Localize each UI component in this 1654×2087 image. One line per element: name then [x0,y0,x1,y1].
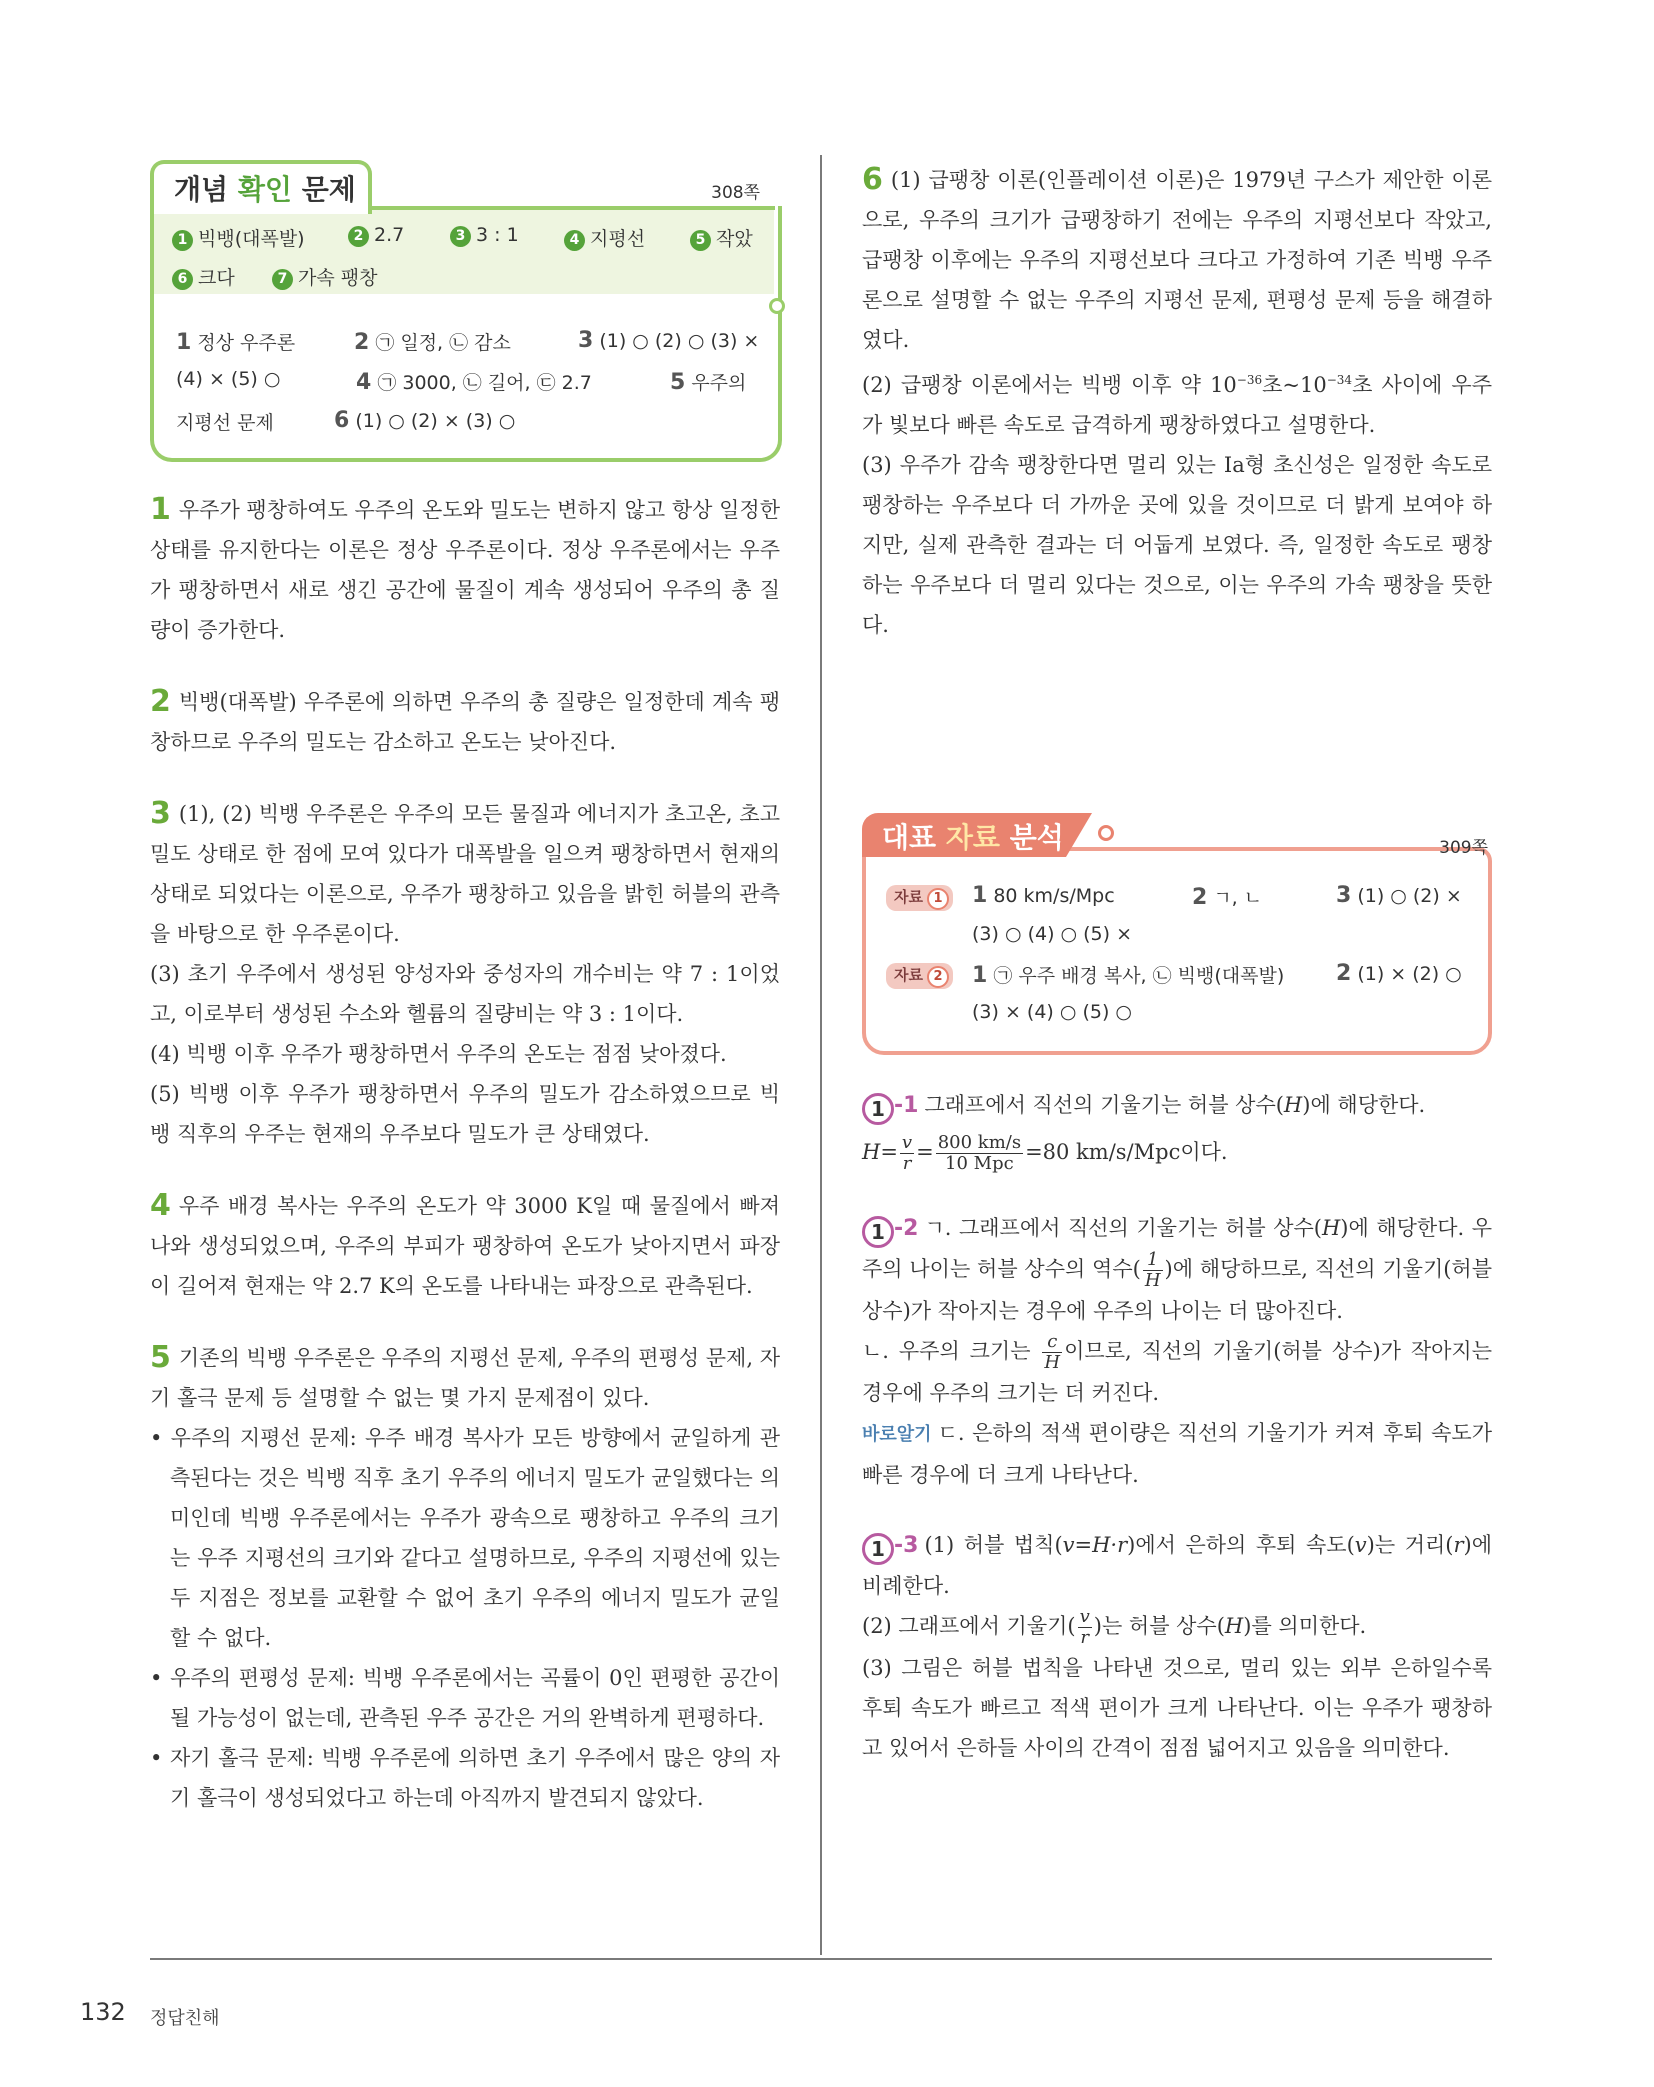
analysis-answer: 2 ㄱ, ㄴ [1192,885,1263,910]
analysis-explanation-1-2: 1 -2 ㄱ. 그래프에서 직선의 기울기는 허블 상수(H)에 해당한다. 우주의 나이는 허블 상수의 역수( $\frac{1}{H}$ )에 해당하므로, 직선의 기울기(허블 상수)가 작아지는 경우에 우주의 나이는 더 많아진다. [862,1216,1492,1323]
explanation-5-bullet: • 자기 홀극 문제: 빅뱅 우주론에 의하면 초기 우주에서 많은 양의 자기 홀극이 생성되었다고 하는데 아직까지 발견되지 않았다. [150,1746,780,1810]
decorative-dot-icon [1098,825,1114,841]
analysis-tab [862,813,1066,857]
analysis-answer: (3) ○ (4) ○ (5) × [972,923,1133,945]
question-answer: 6 (1) ○ (2) × (3) ○ [334,408,516,433]
explanation-6-sub: (3) 우주가 감속 팽창한다면 멀리 있는 Ia형 초신성은 일정한 속도로 팽창하는 우주보다 더 가까운 곳에 있을 것이므로 더 밝게 보여야 하지만, 실제 관측한 결과는 더 어둡게 보였다. 즉, 일정한 속도로 팽창하는 우주보다 더 멀리 있다는 것으로, 이는 우주의 가속 팽창을 뜻한다. [862,453,1492,637]
explanation-1: 1 우주가 팽창하여도 우주의 온도와 밀도는 변하지 않고 항상 일정한 상태를 유지한다는 이론은 정상 우주론이다. 정상 우주론에서는 우주가 팽창하면서 새로 생긴 공간에 물질이 계속 생성되어 우주의 총 질량이 증가한다. [150,492,780,642]
footer-label: 정답친해 [150,2008,220,2029]
concept-answers-band [154,210,774,294]
analysis-explanation-1-2-c: 바로알기 ㄷ. 은하의 적색 편이량은 직선의 기울기가 커져 후퇴 속도가 빠른 경우에 더 크게 나타난다. [862,1421,1492,1487]
explanation-3-sub: (4) 빅뱅 이후 우주가 팽창하면서 우주의 온도는 점점 낮아졌다. [150,1042,727,1066]
right-column [862,160,1492,1768]
keypoint-label: 바로알기 [862,1424,932,1445]
blank-answer: 5 작았 [690,224,753,251]
question-answer: 4 ㉠ 3000, ㉡ 길어, ㉢ 2.7 [356,370,592,395]
blank-answer: 7 가속 팽창 [272,263,377,290]
explanation-6-sub: (2) 급팽창 이론에서는 빅뱅 이후 약 $10^{-36}$초$\sim 10^{-34}$초 사이에 우주가 빛보다 빠른 속도로 급격하게 팽창하였다고 설명한다. [862,373,1492,437]
concept-tab [150,160,372,214]
blank-answer: 3 3 : 1 [450,224,519,247]
analysis-box-frame [862,847,1492,1055]
question-answer: 5 우주의 [670,370,747,395]
concept-page-ref: 308쪽 [711,183,760,203]
analysis-explanation-1-3-b: (2) 그래프에서 기울기( $\frac{v}{r}$ )는 허블 상수(H)를 의미한다. [862,1606,1367,1648]
explanation-5: 5 기존의 빅뱅 우주론은 우주의 지평선 문제, 우주의 편평성 문제, 자기 홀극 문제 등 설명할 수 없는 몇 가지 문제점이 있다. [150,1340,780,1410]
concept-check-box [150,160,780,464]
analysis-answer: (3) × (4) ○ (5) ○ [972,1001,1133,1023]
explanation-5-bullet: • 우주의 편평성 문제: 빅뱅 우주론에서는 곡률이 0인 편평한 공간이 될 가능성이 없는데, 관측된 우주 공간은 거의 완벽하게 편평하다. [150,1666,780,1730]
blank-answer: 6 크다 [172,263,235,290]
concept-title: 개념 확인 문제 [174,173,356,206]
explanation-5-bullet: • 우주의 지평선 문제: 우주 배경 복사가 모든 방향에서 균일하게 관측된다는 것은 빅뱅 직후 초기 우주의 에너지 밀도가 균일했다는 의미인데 빅뱅 우주론에서는 우주가 광속으로 팽창하고 우주의 크기는 우주 지평선의 크기와 같다고 설명하므로, 우주의 지평선에 있는 두 지점은 정보를 교환할 수 없어 초기 우주의 에너지 밀도가 균일할 수 없다. [150,1426,780,1650]
question-answer: (4) × (5) ○ [176,368,281,390]
data-analysis-box [862,813,1492,1053]
analysis-answer: 1 80 km/s/Mpc [972,883,1115,908]
explanation-3-sub: (3) 초기 우주에서 생성된 양성자와 중성자의 개수비는 약 7 : 1이었고, 이로부터 생성된 수소와 헬륨의 질량비는 약 3 : 1이다. [150,962,780,1026]
analysis-explanation-1-1: 1 -1 그래프에서 직선의 기울기는 허블 상수(H)에 해당한다. [862,1085,1492,1126]
question-answer: 2 ㉠ 일정, ㉡ 감소 [354,330,511,355]
question-answer: 1 정상 우주론 [176,330,296,355]
analysis-answer: 2 (1) × (2) ○ [1336,961,1462,986]
decorative-dot-icon [769,298,785,314]
column-divider [820,155,822,1955]
explanation-2: 2 빅뱅(대폭발) 우주론에 의하면 우주의 총 질량은 일정한데 계속 팽창하므로 우주의 밀도는 감소하고 온도는 낮아진다. [150,684,780,754]
left-column [150,160,780,1818]
blank-answer: 2 2.7 [348,224,404,247]
question-answer: 3 (1) ○ (2) ○ (3) × [578,328,760,353]
explanation-4: 4 우주 배경 복사는 우주의 온도가 약 3000 K일 때 물질에서 빠져나와 생성되었으며, 우주의 부피가 팽창하여 온도가 낮아지면서 파장이 길어져 현재는 약 2.7 K의 온도를 나타내는 파장으로 관측된다. [150,1188,780,1298]
analysis-answer: 3 (1) ○ (2) × [1336,883,1462,908]
footer-rule [150,1958,1492,1960]
data-tag: 자료 1 [886,885,953,911]
analysis-explanation-1-3: 1 -3 (1) 허블 법칙(v=H·r)에서 은하의 후퇴 속도(v)는 거리(r)에 비례한다. [862,1533,1493,1598]
analysis-explanation-1-3-c: (3) 그림은 허블 법칙을 나타낸 것으로, 멀리 있는 외부 은하일수록 후퇴 속도가 빠르고 적색 편이가 크게 나타난다. 이는 우주가 팽창하고 있어서 은하들 사이의 간격이 점점 넓어지고 있음을 의미한다. [862,1656,1492,1760]
blank-answer: 1 빅뱅(대폭발) [172,224,305,251]
explanation-3-sub: (5) 빅뱅 이후 우주가 팽창하면서 우주의 밀도가 감소하였으므로 빅뱅 직후의 우주는 현재의 우주보다 밀도가 큰 상태였다. [150,1082,780,1146]
question-answer: 지평선 문제 [176,412,274,434]
page-number: 132 [80,1998,126,2026]
data-tag: 자료 2 [886,963,953,989]
explanation-3: 3 (1), (2) 빅뱅 우주론은 우주의 모든 물질과 에너지가 초고온, 초고밀도 상태로 한 점에 모여 있다가 대폭발을 일으켜 팽창하면서 현재의 상태로 되었다는 이론으로, 우주가 팽창하고 있음을 밝힌 허블의 관측을 바탕으로 한 우주론이다. [150,796,780,946]
analysis-page-ref: 309쪽 [1439,838,1488,858]
explanation-6: 6 (1) 급팽창 이론(인플레이션 이론)은 1979년 구스가 제안한 이론으로, 우주의 크기가 급팽창하기 전에는 우주의 지평선보다 작았고, 급팽창 이후에는 우주의 지평선보다 크다고 가정하여 기존 빅뱅 우주론으로 설명할 수 없는 우주의 지평선 문제, 편평성 문제 등을 해결하였다. [862,162,1492,352]
analysis-title: 대표 자료 분석 [882,821,1064,854]
blank-answer: 4 지평선 [564,224,645,251]
analysis-answer: 1 ㉠ 우주 배경 복사, ㉡ 빅뱅(대폭발) [972,963,1285,988]
analysis-explanation-1-2-b: ㄴ. 우주의 크기는 $\frac{c}{H}$ 이므로, 직선의 기울기(허블 상수)가 작아지는 경우에 우주의 크기는 더 커진다. [862,1331,1492,1405]
hubble-equation: H= $\frac{v}{r}$ = $\frac{800 km/s}{\text{10 Mpc}}$ =80 km/s/Mpc이다. [862,1132,1228,1174]
